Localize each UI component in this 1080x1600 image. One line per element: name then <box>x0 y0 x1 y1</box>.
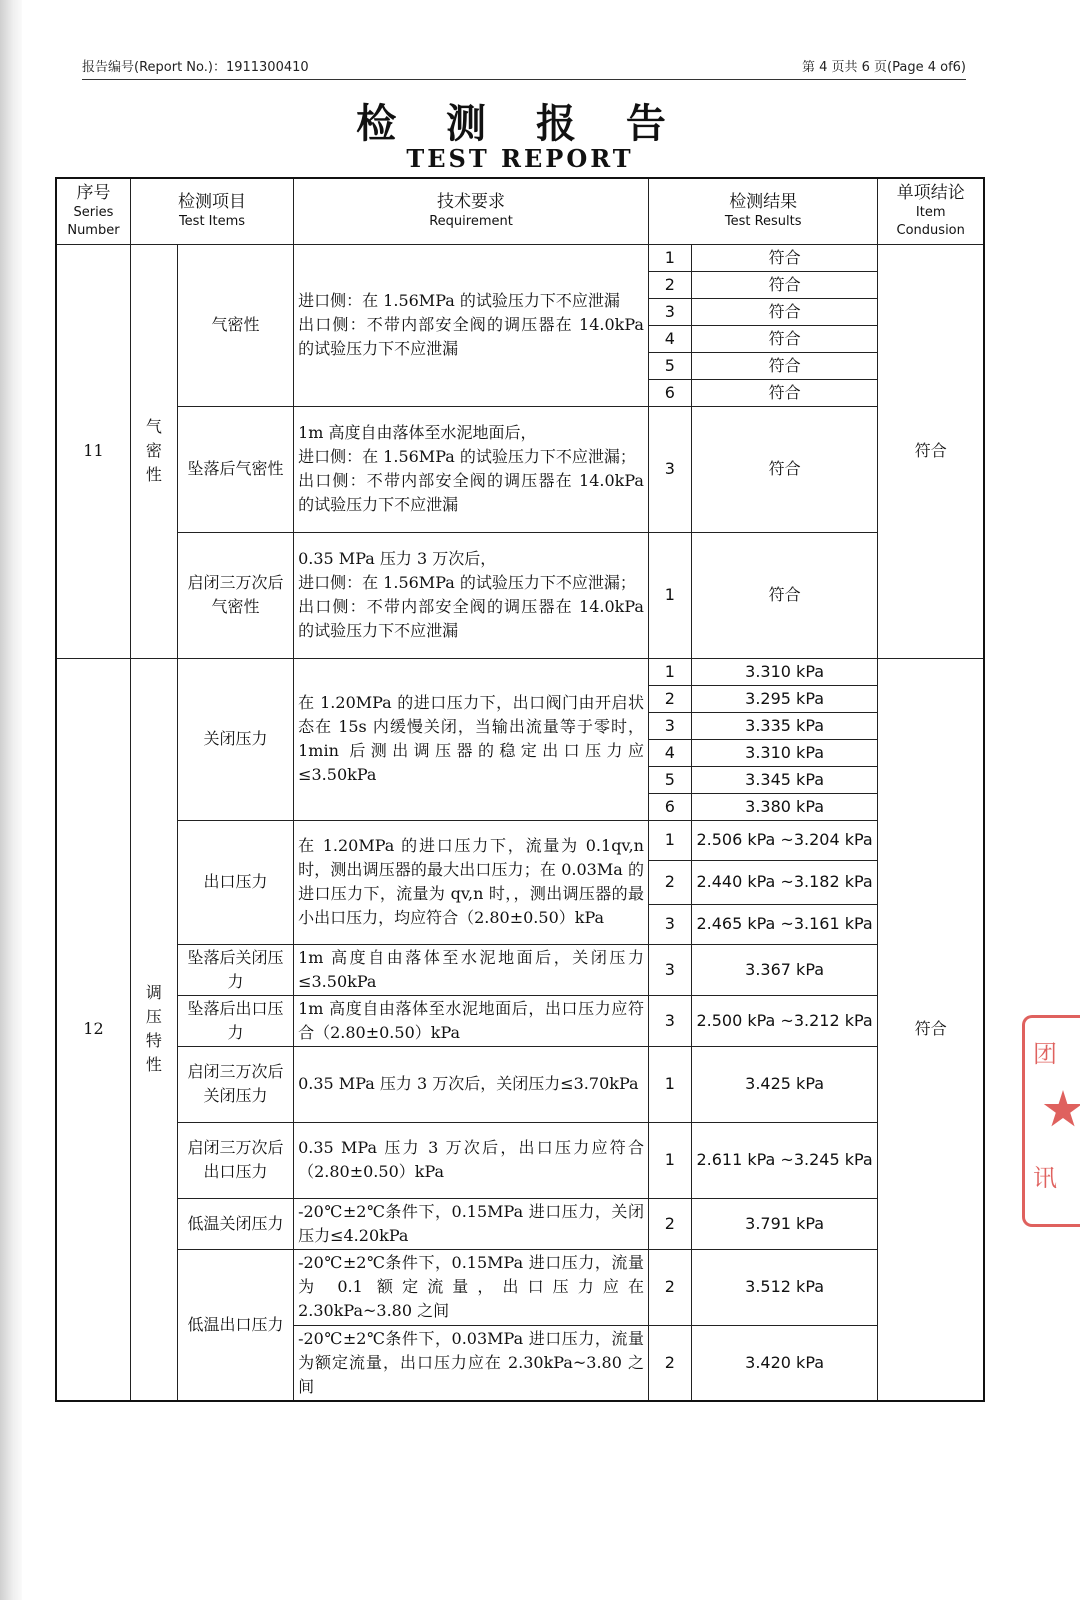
requirement-text: 0.35 MPa 压力 3 万次后，关闭压力≤3.70kPa <box>294 1046 649 1122</box>
table-row <box>56 406 984 532</box>
table-row <box>56 244 984 271</box>
result-value: 符合 <box>691 406 878 532</box>
result-value: 3.380 kPa <box>691 793 878 820</box>
test-report-table <box>55 177 985 1402</box>
requirement-text: -20℃±2℃条件下，0.15MPa 进口压力，流量为 0.1 额定流量，出口压力应在 2.30kPa~3.80 之间 <box>294 1249 649 1325</box>
item-name: 出口压力 <box>177 820 293 944</box>
result-value: 2.506 kPa ~3.204 kPa <box>691 820 878 860</box>
table-row <box>56 995 984 1046</box>
item-name: 低温关闭压力 <box>177 1198 293 1249</box>
result-value: 符合 <box>691 244 878 271</box>
item-name: 坠落后关闭压力 <box>177 944 293 995</box>
sample-number: 1 <box>648 658 691 685</box>
sample-number: 2 <box>648 271 691 298</box>
table-row <box>56 532 984 658</box>
requirement-text: 1m 高度自由落体至水泥地面后， 进口侧：在 1.56MPa 的试验压力下不应泄漏； 出口侧：不带内部安全阀的调压器在 14.0kPa 的试验压力下不应泄漏 <box>294 406 649 532</box>
col-results: 检测结果 Test Results <box>648 178 877 244</box>
table-header-row <box>56 178 984 244</box>
table-body <box>56 244 984 1401</box>
result-value: 3.512 kPa <box>691 1249 878 1325</box>
result-value: 3.420 kPa <box>691 1325 878 1401</box>
result-value: 2.465 kPa ~3.161 kPa <box>691 904 878 944</box>
result-value: 3.295 kPa <box>691 685 878 712</box>
result-value: 2.500 kPa ~3.212 kPa <box>691 995 878 1046</box>
sample-number: 6 <box>648 379 691 406</box>
sample-number: 1 <box>648 1122 691 1198</box>
page-indicator: 第 4 页共 6 页(Page 4 of6) <box>801 60 966 75</box>
item-conclusion: 符合 <box>878 244 984 658</box>
sample-number: 3 <box>648 298 691 325</box>
sample-number: 2 <box>648 860 691 904</box>
category-label: 调 压 特 性 <box>130 658 177 1401</box>
sample-number: 3 <box>648 712 691 739</box>
stamp-glyph-bottom: 讯 <box>1033 1164 1057 1192</box>
item-name: 启闭三万次后关闭压力 <box>177 1046 293 1122</box>
item-name: 启闭三万次后气密性 <box>177 532 293 658</box>
col-conclusion: 单项结论 Item Condusion <box>878 178 984 244</box>
result-value: 符合 <box>691 532 878 658</box>
requirement-text: 在 1.20MPa 的进口压力下，出口阀门由开启状态在 15s 内缓慢关闭，当输出流量等于零时，1min 后测出调压器的稳定出口压力应≤3.50kPa <box>294 658 649 820</box>
sample-number: 6 <box>648 793 691 820</box>
item-name: 坠落后气密性 <box>177 406 293 532</box>
result-value: 3.367 kPa <box>691 944 878 995</box>
table-row <box>56 1249 984 1325</box>
sample-number: 2 <box>648 1249 691 1325</box>
item-name: 坠落后出口压力 <box>177 995 293 1046</box>
requirement-text: -20℃±2℃条件下，0.03MPa 进口压力，流量为额定流量，出口压力应在 2.30kPa~3.80 之间 <box>294 1325 649 1401</box>
table-row <box>56 944 984 995</box>
result-value: 符合 <box>691 379 878 406</box>
sample-number: 4 <box>648 325 691 352</box>
sample-number: 5 <box>648 352 691 379</box>
table-row <box>56 1046 984 1122</box>
sample-number: 4 <box>648 739 691 766</box>
report-title-en: TEST REPORT <box>406 144 634 173</box>
col-items: 检测项目 Test Items <box>130 178 293 244</box>
report-header <box>82 56 966 80</box>
sample-number: 1 <box>648 820 691 860</box>
requirement-text: 1m 高度自由落体至水泥地面后，关闭压力≤3.50kPa <box>294 944 649 995</box>
table-row <box>56 658 984 685</box>
series-number: 12 <box>56 658 130 1401</box>
result-value: 3.791 kPa <box>691 1198 878 1249</box>
result-value: 2.440 kPa ~3.182 kPa <box>691 860 878 904</box>
requirement-text: 1m 高度自由落体至水泥地面后，出口压力应符合（2.80±0.50）kPa <box>294 995 649 1046</box>
result-value: 符合 <box>691 298 878 325</box>
item-name: 关闭压力 <box>177 658 293 820</box>
sample-number: 1 <box>648 532 691 658</box>
result-value: 符合 <box>691 271 878 298</box>
item-name: 气密性 <box>177 244 293 406</box>
sample-number: 5 <box>648 766 691 793</box>
page-edge-shadow <box>0 0 22 1600</box>
col-series: 序号 Series Number <box>56 178 130 244</box>
table-row <box>56 820 984 860</box>
result-value: 3.310 kPa <box>691 658 878 685</box>
report-title-zh: 检 测 报 告 <box>356 100 684 147</box>
sample-number: 1 <box>648 1046 691 1122</box>
result-value: 2.611 kPa ~3.245 kPa <box>691 1122 878 1198</box>
col-requirement: 技术要求 Requirement <box>294 178 649 244</box>
sample-number: 1 <box>648 244 691 271</box>
table-row <box>56 1122 984 1198</box>
item-name: 启闭三万次后出口压力 <box>177 1122 293 1198</box>
requirement-text: -20℃±2℃条件下，0.15MPa 进口压力，关闭压力≤4.20kPa <box>294 1198 649 1249</box>
result-value: 3.425 kPa <box>691 1046 878 1122</box>
result-value: 3.310 kPa <box>691 739 878 766</box>
requirement-text: 0.35 MPa 压力 3 万次后， 进口侧：在 1.56MPa 的试验压力下不应泄漏； 出口侧：不带内部安全阀的调压器在 14.0kPa 的试验压力下不应泄漏 <box>294 532 649 658</box>
stamp-star-icon <box>1043 1090 1080 1130</box>
sample-number: 3 <box>648 406 691 532</box>
red-seal-stamp <box>1022 1015 1080 1227</box>
requirement-text: 0.35 MPa 压力 3 万次后，出口压力应符合（2.80±0.50）kPa <box>294 1122 649 1198</box>
table-row <box>56 1198 984 1249</box>
report-number: 报告编号(Report No.)：1911300410 <box>82 60 309 75</box>
sample-number: 2 <box>648 1325 691 1401</box>
result-value: 3.345 kPa <box>691 766 878 793</box>
sample-number: 3 <box>648 944 691 995</box>
stamp-glyph-top: 团 <box>1033 1040 1057 1068</box>
sample-number: 3 <box>648 995 691 1046</box>
item-name: 低温出口压力 <box>177 1249 293 1401</box>
category-label: 气 密 性 <box>130 244 177 658</box>
result-value: 符合 <box>691 325 878 352</box>
sample-number: 2 <box>648 685 691 712</box>
result-value: 3.335 kPa <box>691 712 878 739</box>
series-number: 11 <box>56 244 130 658</box>
requirement-text: 进口侧：在 1.56MPa 的试验压力下不应泄漏 出口侧：不带内部安全阀的调压器在 14.0kPa 的试验压力下不应泄漏 <box>294 244 649 406</box>
sample-number: 2 <box>648 1198 691 1249</box>
item-conclusion: 符合 <box>878 658 984 1401</box>
requirement-text: 在 1.20MPa 的进口压力下，流量为 0.1qv,n 时，测出调压器的最大出口压力；在 0.03Ma 的进口压力下，流量为 qv,n 时，，测出调压器的最小出口压力，均应符合（2.80±0.50）kPa <box>294 820 649 944</box>
sample-number: 3 <box>648 904 691 944</box>
result-value: 符合 <box>691 352 878 379</box>
